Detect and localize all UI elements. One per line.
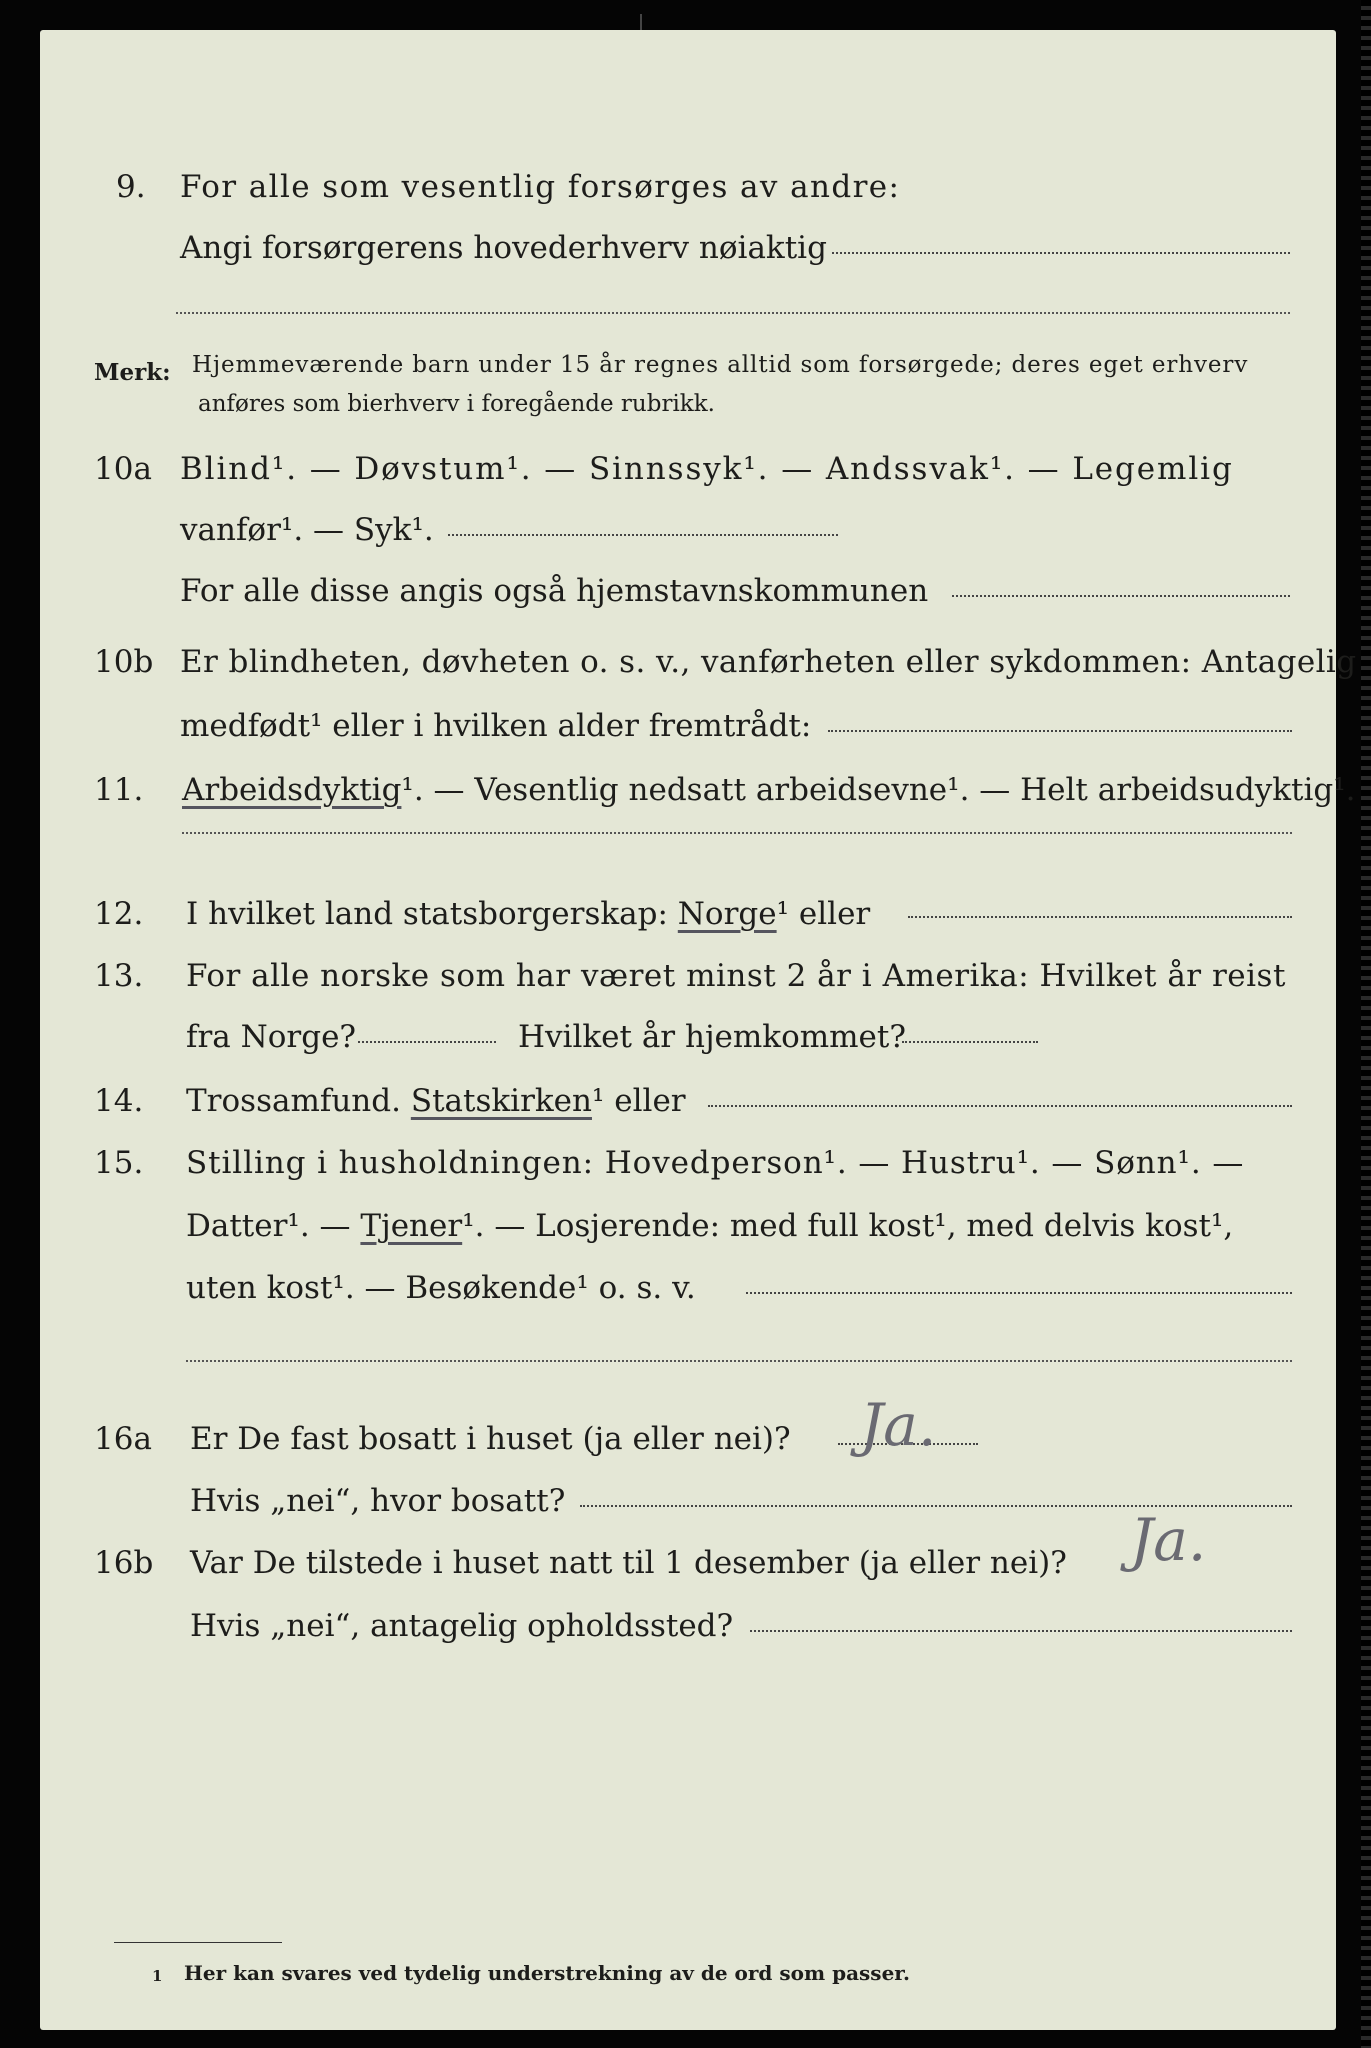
q13-line2b: Hvilket år hjemkommet? (518, 1019, 906, 1055)
q9-line2: Angi forsørgerens hovederhverv nøiaktig (180, 230, 827, 266)
q9-number: 9. (116, 169, 146, 205)
q12-answer-line[interactable] (908, 916, 1292, 918)
q16a-line1: Er De fast bosatt i huset (ja eller nei)? (190, 1421, 791, 1457)
q15-line1: Stilling i husholdningen: Hovedperson¹. — Hustru¹. — Sønn¹. — (186, 1145, 1245, 1181)
q13-hjemkommet-line[interactable] (902, 1041, 1038, 1043)
q16b-number: 16b (94, 1545, 154, 1581)
q16a-line2: Hvis „nei“, hvor bosatt? (190, 1483, 566, 1519)
q14-answer-line[interactable] (708, 1105, 1292, 1107)
footnote-mark: 1 (152, 1967, 163, 1985)
q10b-line1: Er blindheten, døvheten o. s. v., vanførheten eller sykdommen: Antagelig (180, 644, 1357, 680)
footnote-rule (114, 1942, 282, 1943)
q16a-handwritten-answer: Ja. (860, 1391, 937, 1459)
q11-answer-line[interactable] (182, 832, 1292, 834)
q16a-number: 16a (94, 1421, 152, 1457)
q12-post: ¹ eller (776, 896, 871, 932)
q11-underlined-option[interactable]: Arbeidsdyktig (182, 772, 402, 808)
merk-label: Merk: (94, 359, 171, 386)
q14-number: 14. (94, 1083, 144, 1119)
form-page (40, 30, 1357, 2030)
q11-number: 11. (94, 772, 144, 808)
q14-question: Trossamfund. (186, 1083, 401, 1119)
q15-answer-line[interactable] (746, 1292, 1292, 1294)
q14-underlined-option[interactable]: Statskirken (410, 1083, 592, 1119)
q10b-number: 10b (94, 644, 154, 680)
q9-line1: For alle som vesentlig forsørges av andre: (180, 169, 901, 205)
q9-answer-line[interactable] (832, 252, 1290, 254)
q16b-line1: Var De tilstede i huset natt til 1 desember (ja eller nei)? (190, 1545, 1067, 1581)
q10b-line2: medfødt¹ eller i hvilken alder fremtrådt: (180, 708, 812, 744)
q14-line (186, 1081, 686, 1121)
q15-answer-line-2[interactable] (186, 1360, 1292, 1362)
q12-underlined-option[interactable]: Norge (677, 896, 777, 932)
q13-line2a: fra Norge? (186, 1019, 357, 1055)
q15-number: 15. (94, 1145, 144, 1181)
q16b-line2: Hvis „nei“, antagelig opholdssted? (190, 1608, 734, 1644)
q13-line1: For alle norske som har været minst 2 år i Amerika: Hvilket år reist (186, 958, 1286, 994)
q10a-line3: For alle disse angis også hjemstavnskommunen (180, 573, 929, 609)
q10a-line2: vanfør¹. — Syk¹. (180, 512, 434, 548)
footnote-text: Her kan svares ved tydelig understrekning av de ord som passer. (184, 1961, 910, 1985)
q10a-line1: Blind¹. — Døvstum¹. — Sinnssyk¹. — Andssvak¹. — Legemlig (180, 451, 1234, 487)
q10a-syk-line[interactable] (448, 534, 838, 536)
q13-reist-line[interactable] (358, 1041, 496, 1043)
q14-post: ¹ eller (591, 1083, 686, 1119)
scan-edge (1361, 0, 1371, 2048)
q13-number: 13. (94, 958, 144, 994)
q15-line2 (186, 1206, 1233, 1246)
merk-line1: Hjemmeværende barn under 15 år regnes alltid som forsørgede; deres eget erhverv (192, 352, 1249, 378)
q15-underlined-option[interactable]: Tjener (360, 1208, 463, 1244)
q12-question: I hvilket land statsborgerskap: (186, 896, 668, 932)
q10b-answer-line[interactable] (828, 730, 1292, 732)
q15-line3: uten kost¹. — Besøkende¹ o. s. v. (186, 1270, 696, 1306)
q10a-number: 10a (94, 451, 152, 487)
q15-line2b: ¹. — Losjerende: med full kost¹, med delvis kost¹, (462, 1208, 1234, 1244)
q16b-handwritten-answer: Ja. (1130, 1506, 1207, 1574)
q9-answer-line-2[interactable] (176, 312, 1290, 314)
q12-line (186, 894, 870, 934)
q11-line (182, 770, 1356, 810)
q10a-kommune-line[interactable] (952, 595, 1290, 597)
q12-number: 12. (94, 896, 144, 932)
q16b-opholdssted-line[interactable] (750, 1630, 1292, 1632)
q11-rest: ¹. — Vesentlig nedsatt arbeidsevne¹. — Helt arbeidsudyktig¹. (401, 772, 1356, 808)
merk-line2: anføres som bierhverv i foregående rubrikk. (198, 391, 715, 417)
q15-line2a: Datter¹. — (186, 1208, 351, 1244)
